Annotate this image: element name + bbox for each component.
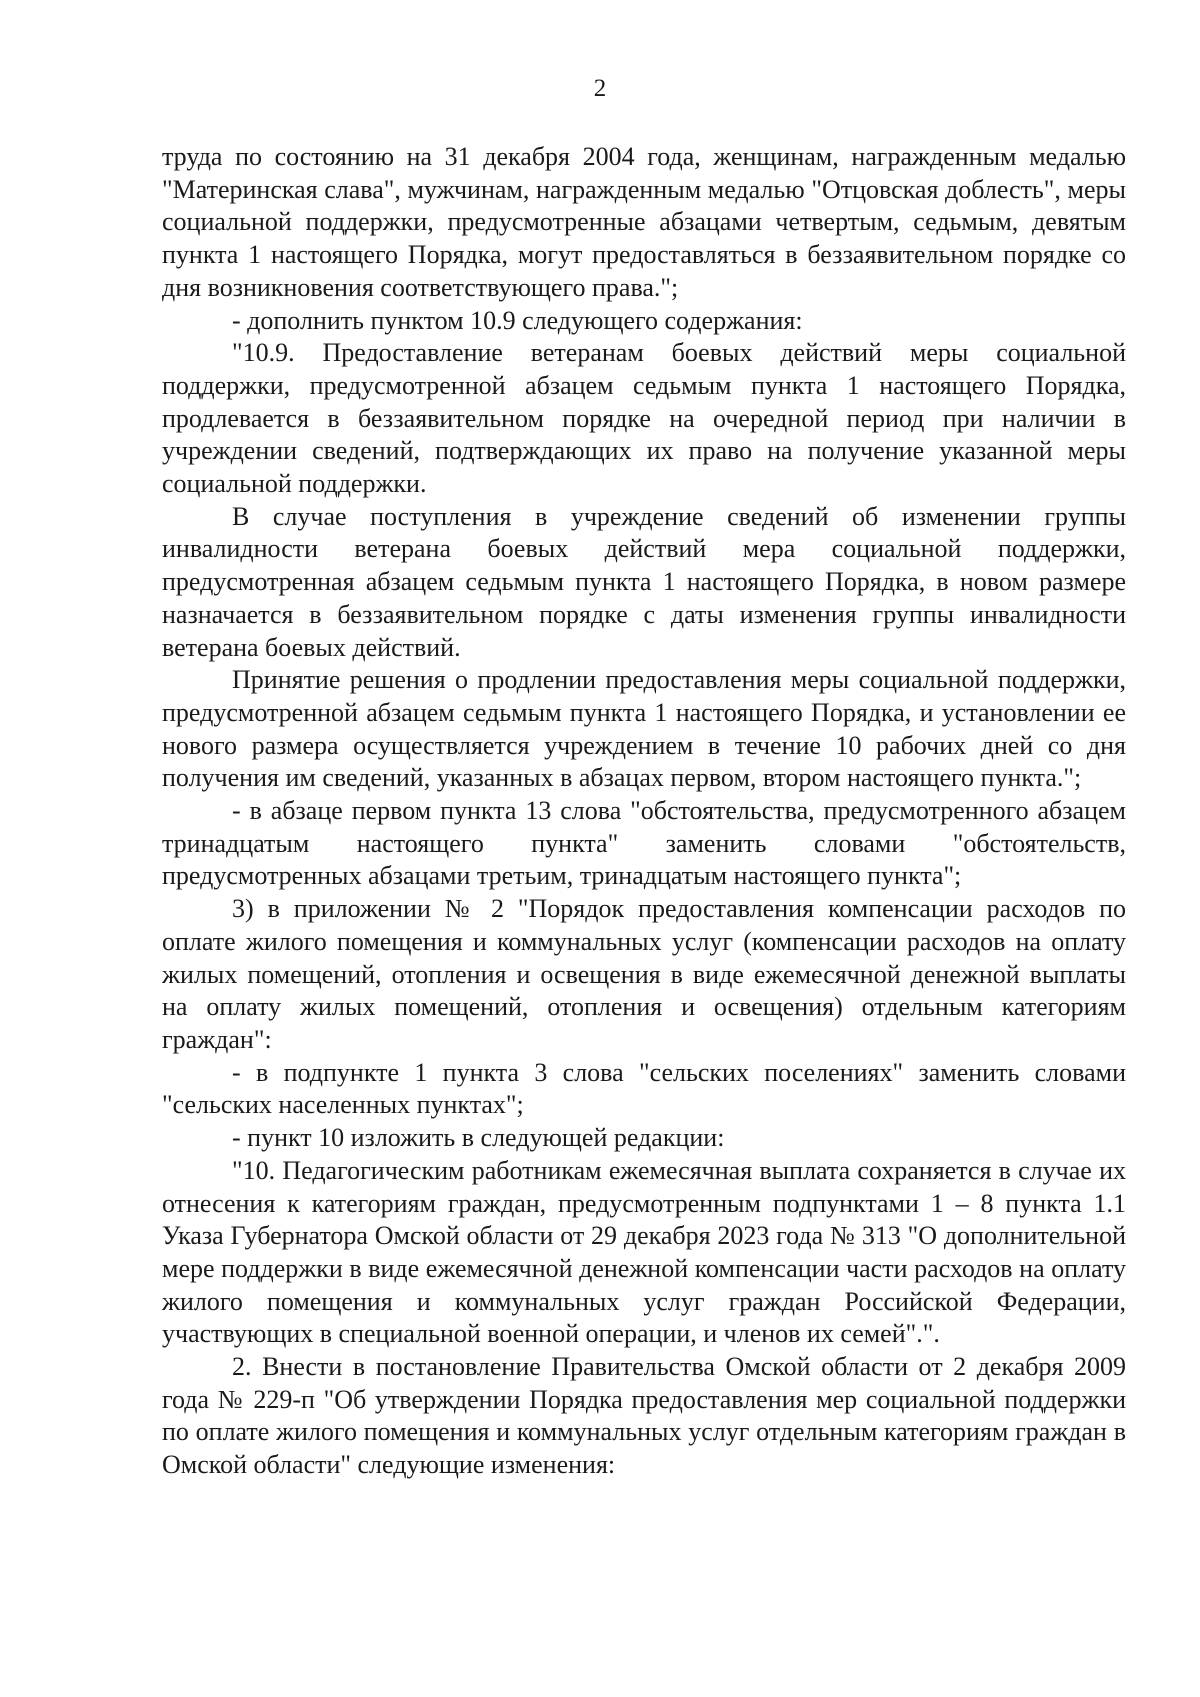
paragraph-10-9-text: "10.9. Предоставление ветеранам боевых действий меры социальной поддержки, предусмотренной абзацем седьмым пункта 1 настоящего Порядка, продлевается в беззаявительном порядке на очередной период при наличии в учреждении сведений, подтверждающих их право на получение указанной меры социальной поддержки. (162, 338, 1126, 499)
paragraph-amendment-add-10-9: - дополнить пунктом 10.9 следующего содержания: (232, 305, 803, 335)
paragraph-10-9-disability-change: В случае поступления в учреждение сведений об изменении группы инвалидности ветерана боевых действий мера социальной поддержки, предусмотренная абзацем седьмым пункта 1 настоящего Порядка, в новом размере назначается в беззаявительном порядке с даты изменения группы инвалидности ветерана боевых действий. (162, 501, 1126, 662)
paragraph-amendment-item-3: - в подпункте 1 пункта 3 слова "сельских поселениях" заменить словами "сельских населенных пунктах"; (162, 1057, 1126, 1120)
page-number: 2 (593, 75, 607, 102)
paragraph-10-9-decision: Принятие решения о продлении предоставления меры социальной поддержки, предусмотренной абзацем седьмым пункта 1 настоящего Порядка, и установлении ее нового размера осуществляется учреждением в течение 10 рабочих дней со дня получения им сведений, указанных в абзацах первом, втором настоящего пункта."; (162, 665, 1126, 793)
paragraph-item-10-text: "10. Педагогическим работникам ежемесячная выплата сохраняется в случае их отнесения к категориям граждан, предусмотренным подпунктами 1 – 8 пункта 1.1 Указа Губернатора Омской области от 29 декабря 2023 года № 313 "О дополнительной мере поддержки в виде ежемесячной денежной компенсации части расходов на оплату жилого помещения и коммунальных услуг граждан Российской Федерации, участвующих в специальной военной операции, и членов их семей".". (162, 1155, 1126, 1349)
document-body (162, 141, 1126, 1482)
paragraph-continuation: труда по состоянию на 31 декабря 2004 года, женщинам, награжденным медалью "Материнская слава", мужчинам, награжденным медалью "Отцовская доблесть", меры социальной поддержки, предусмотренные абзацами четвертым, седьмым, девятым пункта 1 настоящего Порядка, могут предоставляться в беззаявительном порядке со дня возникновения соответствующего права."; (162, 142, 1126, 302)
paragraph-amendment-item-10: - пункт 10 изложить в следующей редакции: (232, 1123, 725, 1153)
paragraph-amendment-item-13: - в абзаце первом пункта 13 слова "обстоятельства, предусмотренного абзацем тринадцатым настоящего пункта" заменить словами "обстоятельств, предусмотренных абзацами третьим, тринадцатым настоящего пункта"; (162, 796, 1126, 891)
paragraph-appendix-2: 3) в приложении № 2 "Порядок предоставления компенсации расходов по оплате жилого помещения и коммунальных услуг (компенсации расходов на оплату жилых помещений, отопления и освещения в виде ежемесячной денежной выплаты на оплату жилых помещений, отопления и освещения) отдельным категориям граждан": (162, 894, 1126, 1054)
paragraph-section-2: 2. Внести в постановление Правительства Омской области от 2 декабря 2009 года № 229-п "Об утверждении Порядка предоставления мер социальной поддержки по оплате жилого помещения и коммунальных услуг отдельным категориям граждан в Омской области" следующие изменения: (162, 1352, 1126, 1480)
